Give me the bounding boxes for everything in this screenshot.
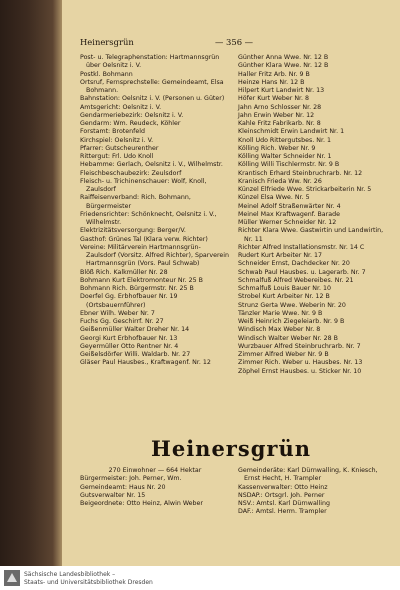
entry: Gläser Paul Hausbes., Kraftwagenf. Nr. 12: [80, 359, 211, 367]
entry: Richter Klara Wwe. Gastwirtin und Landwirtin, Nr. 11: [238, 227, 384, 243]
entry: Tänzler Marie Wwe. Nr. 9 B: [238, 309, 323, 317]
entry: Haller Fritz Arb. Nr. 9 B: [238, 70, 310, 78]
entry: Meinel Adolf Straßenwärter Nr. 4: [238, 202, 341, 210]
entry: NSV.: Amtsl. Karl Dürnwalling: [238, 500, 331, 507]
left-column: [80, 54, 230, 368]
entry: Gendarmeriebezirk: Oelsnitz i. V.: [80, 111, 184, 119]
entry: Hilpert Kurt Landwirt Nr. 13: [238, 87, 325, 94]
book-spine: [0, 0, 62, 566]
entry: Krantisch Erhard Steinbruchrarb. Nr. 12: [238, 169, 363, 177]
footer-line-1: Sächsische Landesbibliothek –: [24, 571, 116, 578]
entry: Künzel Elsa Wwe. Nr. 5: [238, 194, 310, 202]
entry: Günther Klara Wwe. Nr. 12 B: [238, 62, 329, 70]
entry: Doerfel Gg. Erbhofbauer Nr. 19 (Ortsbauernführer): [80, 293, 178, 309]
entry: Elektrizitätsversorgung: Berger/V.: [80, 227, 186, 235]
entry: Fleisch- u. Trichinenschauer: Wolf, Knoll, Zaulsdorf: [80, 177, 207, 193]
entry: Kleinschmidt Erwin Landwirt Nr. 1: [238, 128, 345, 136]
section-left-column: [80, 467, 230, 508]
right-column: [238, 54, 388, 376]
section-right-column: [238, 467, 388, 517]
entry: Fleischbeschaubezirk: Zeulsdorf: [80, 169, 182, 177]
entry: Post- u. Telegraphenstation: Hartmannsgrün über Oelsnitz i. V.: [80, 54, 220, 70]
entry: Meinel Max Kraftwagenf. Barade: [238, 210, 340, 218]
entry: Ortsruf, Fernsprechstelle: Gemeindeamt, Elsa Bohmann.: [80, 78, 224, 94]
entry: Kölling Willi Tischlermstr. Nr. 9 B: [238, 161, 340, 169]
entry: Schmalfuß Alfred Webereibes. Nr. 21: [238, 276, 354, 284]
section-title: Heinersgrün: [151, 436, 311, 461]
entry: Blöß Rich. Kalkmüller Nr. 28: [80, 268, 168, 276]
page: [62, 0, 400, 566]
entry: Geißenmüller Walter Dreher Nr. 14: [80, 326, 190, 334]
entry: Höfer Kurt Weber Nr. 8: [238, 95, 310, 103]
entry: Friedensrichter: Schönknecht, Oelsnitz i. V., Wilhelmstr.: [80, 210, 217, 226]
entry: Rittergut: Frl. Udo Knoll: [80, 153, 154, 160]
entry: Weiß Heinrich Ziegeleiarb. Nr. 9 B: [238, 318, 345, 325]
entry: Zöphel Ernst Hausbes. u. Sticker Nr. 10: [238, 367, 362, 375]
entry: Fuchs Gg. Geschirrf. Nr. 27: [80, 318, 164, 325]
entry: Künzel Elfriede Wwe. Strickarbeiterin Nr. 5: [238, 186, 372, 193]
entry: Gasthof: Grünes Tal (Klara verw. Richter): [80, 235, 208, 243]
entry: Richter Alfred Installationsmstr. Nr. 14 C: [238, 243, 365, 251]
footer-line-2: Staats- und Universitätsbibliothek Dresden: [24, 579, 153, 586]
entry: Knoll Udo Rittergutsbes. Nr. 1: [238, 136, 331, 144]
entry: Gemeinderäte: Karl Dürnwalling, K. Kniesch, Ernst Hecht, H. Trampler: [238, 467, 378, 483]
entry: Heinze Hans Nr. 12 B: [238, 78, 305, 86]
entry: Jahn Erwin Weber Nr. 12: [238, 111, 315, 119]
entry: NSDAP.: Ortsgrl. Joh. Perner: [238, 491, 325, 499]
entry: Bahnstation: Oelsnitz i. V. (Personen u. Güter): [80, 95, 225, 103]
entry: Amtsgericht: Oelsnitz i. V.: [80, 103, 162, 111]
running-title: Heinersgrün: [80, 37, 134, 47]
entry: Günther Anna Wwe. Nr. 12 B: [238, 54, 329, 61]
entry: Bohmann Kurt Elektromonteur Nr. 25 B: [80, 276, 203, 284]
entry: Müller Werner Schneider Nr. 12: [238, 219, 337, 226]
entry: Geyermüller Otto Rentner Nr. 4: [80, 342, 179, 350]
running-header: [80, 37, 386, 49]
entry: Windisch Max Weber Nr. 8: [238, 326, 321, 334]
entry: Bohmann Rich. Bürgermstr. Nr. 25 B: [80, 285, 194, 292]
entry: Wurzbauer Alfred Steinbruchrarb. Nr. 7: [238, 342, 361, 350]
entry: Gutsverwalter Nr. 15: [80, 491, 146, 499]
entry: Vereine: Militärverein Hartmannsgrün-Zaulsdorf (Vorsitz. Alfred Richter), Sparverein Hartmannsgrün (Vors. Paul Schwab): [80, 243, 230, 268]
entry: Kölling Walter Schneider Nr. 1: [238, 153, 332, 160]
entry: Kirchspiel: Oelsnitz i. V.: [80, 136, 154, 144]
entry: Georgi Kurt Erbhofbauer Nr. 13: [80, 334, 178, 342]
entry: Windisch Walter Weber Nr. 28 B: [238, 334, 338, 342]
entry: Forstamt: Brotenfeld: [80, 128, 145, 136]
entry: Kassenverwalter: Otto Heinz: [238, 483, 328, 491]
entry: Postkl. Bohmann: [80, 70, 133, 78]
entry: Jahn Arno Schlosser Nr. 28: [238, 103, 322, 111]
entry: Kahle Fritz Fabrikarb. Nr. 8: [238, 120, 321, 127]
entry: Geißelsdörfer Willi. Waldarb. Nr. 27: [80, 351, 191, 358]
entry: Schneider Ernst, Dachdecker Nr. 20: [238, 260, 350, 268]
footer-bar: [0, 566, 400, 590]
entry: Strunz Gerta Wwe. Weberin Nr. 20: [238, 301, 346, 309]
entry: Kölling Rich. Weber Nr. 9: [238, 144, 316, 152]
entry: Strobel Kurt Arbeiter Nr. 12 B: [238, 293, 330, 301]
entry: Gemeindeamt: Haus Nr. 20: [80, 483, 166, 491]
library-logo-icon: [4, 570, 20, 586]
entry: Schwab Paul Hausbes. u. Lagerarb. Nr. 7: [238, 268, 366, 276]
entry: Schmalfuß Louis Bauer Nr. 10: [238, 285, 332, 292]
entry: Gendarm: Wm. Reudeck, Köhler: [80, 120, 181, 127]
entry: Rudert Kurt Arbeiter Nr. 17: [238, 252, 323, 259]
entry: Ebner Wilh. Weber Nr. 7: [80, 309, 155, 317]
entry: Bürgermeister: Joh. Perner, Wm.: [80, 475, 182, 483]
entry: Zimmer Rich. Weber u. Hausbes. Nr. 13: [238, 359, 363, 367]
entry: Zimmer Alfred Weber Nr. 9 B: [238, 351, 329, 358]
entry: Hebamme: Gerlach, Oelsnitz i. V., Wilhelmstr.: [80, 161, 223, 169]
entry: Beigeordnete: Otto Heinz, Alwin Weber: [80, 500, 204, 507]
entry: Raiffeisenverband: Rich. Bohmann, Bürgermeister: [80, 194, 191, 210]
page-number: — 356 —: [215, 37, 254, 47]
entry: Pfarrer: Gutscheurenther: [80, 144, 159, 152]
entry: Kranisch Frieda Ww. Nr. 26: [238, 177, 322, 185]
entry: DAF.: Amtsl. Herm. Trampler: [238, 508, 327, 516]
entry: 270 Einwohner — 664 Hektar: [108, 467, 202, 474]
